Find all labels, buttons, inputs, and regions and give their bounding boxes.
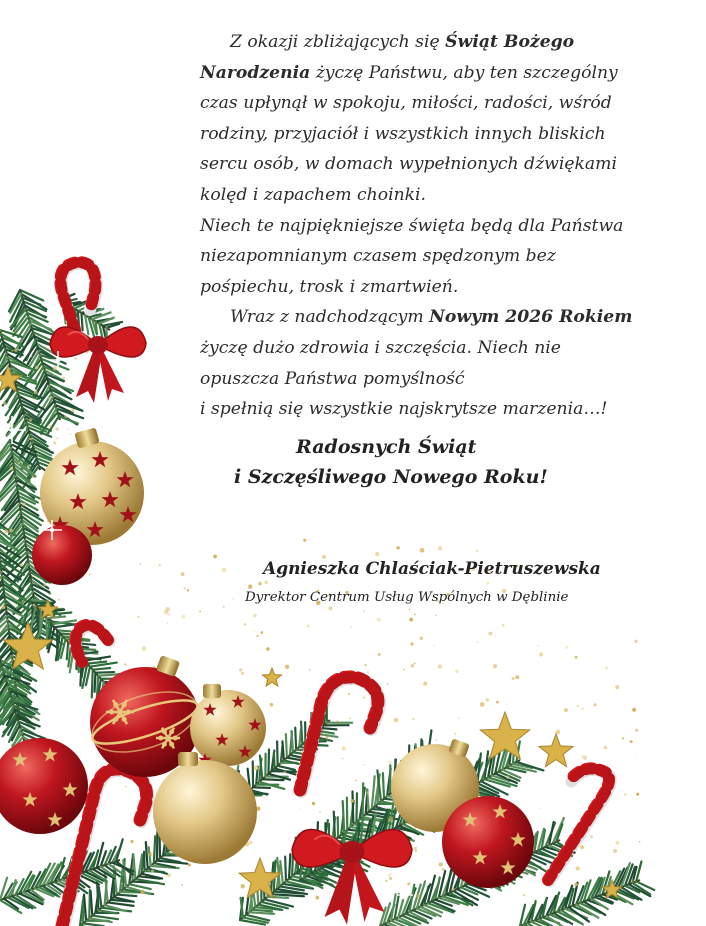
letter-text: opuszcza Państwa pomyślność: [200, 368, 465, 389]
letter-text: życzę dużo zdrowia i szczęścia. Niech nie: [200, 338, 561, 358]
letter-line: [200, 181, 426, 209]
letter-text: sercu osób, w domach wypełnionych dźwiękami: [200, 154, 617, 175]
red-ornament-icon: [0, 738, 88, 834]
letter-text: kolęd i zapachem choinki.: [200, 185, 427, 205]
letter-text: Niech te najpiękniejsze święta będą dla Państwa: [200, 215, 624, 236]
emphasis-text: Świąt Bożego: [445, 32, 575, 52]
letter-line: [200, 334, 561, 362]
letter-line: [200, 212, 623, 240]
letter-line: [200, 59, 618, 87]
letter-line: [200, 150, 617, 178]
greeting-line-2: i Szczęśliwego Nowego Roku!: [234, 466, 548, 488]
letter-line: [200, 395, 607, 423]
letter-line: [230, 303, 632, 331]
letter-text: Z okazji zbliżających się: [230, 32, 446, 52]
letter-text: rodziny, przyjaciół i wszystkich innych bliskich: [200, 123, 606, 144]
letter-line: [200, 242, 556, 270]
greeting-line-1: Radosnych Świąt: [296, 436, 477, 458]
letter-text: pośpiechu, trosk i zmartwień.: [200, 276, 459, 297]
letter-line: [200, 89, 612, 117]
letter-line: [200, 365, 464, 393]
gold-ornament-icon: [190, 684, 266, 766]
red-ornament-icon: [442, 796, 534, 888]
letter-text: niezapomnianym czasem spędzonym bez: [200, 246, 556, 267]
letter-text: i spełnią się wszystkie najskrytsze marzenia…!: [200, 399, 608, 420]
signature-title: Dyrektor Centrum Usług Wspólnych w Dęblinie: [245, 590, 569, 605]
letter-line: [230, 28, 574, 56]
letter-text: Wraz z nadchodzącym: [230, 307, 430, 328]
signature-name: Agnieszka Chlaściak-Pietruszewska: [263, 559, 601, 579]
emphasis-text: Narodzenia: [200, 62, 311, 83]
red-ornament-icon: [32, 525, 92, 585]
letter-line: [200, 120, 606, 148]
red-bow-icon: [50, 327, 146, 403]
letter-line: [200, 273, 458, 301]
letter-text: życzę Państwu, aby ten szczególny: [310, 62, 618, 83]
emphasis-text: Nowym 2026 Rokiem: [429, 307, 633, 328]
letter-text: czas upłynął w spokoju, miłości, radości, wśród: [200, 93, 612, 114]
